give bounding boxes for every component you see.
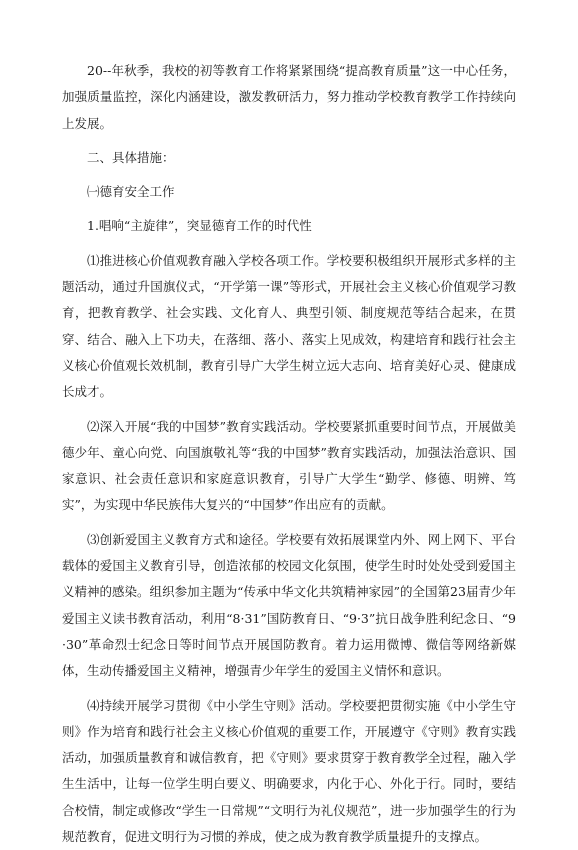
subsection-heading-moral-safety: ㈠德育安全工作	[87, 184, 175, 200]
measure-paragraph-patriotism: ⑶创新爱国主义教育方式和途径。学校要有效拓展课堂内外、网上网下、平台载体的爱国主义教育引导，创造浓郁的校园文化氛围，使学生时时处处受到爱国主义精神的感染。组织参加主题为“传承中华文化共筑精神家园”的全国第23届青少年爱国主义读书教育活动，利用“8·31”国防教育日、“9·3”抗日战争胜利纪念日、“9·30”革命烈士纪念日等时间节点开展国防教育。着力运用微博、微信等网络新媒体，生动传播爱国主义精神，增强青少年学生的爱国主义情怀和意识。	[62, 531, 516, 679]
intro-paragraph: 20--年秋季，我校的初等教育工作将紧紧围绕“提高教育质量”这一中心任务，加强质量监控，深化内涵建设，激发教研活力，努力推动学校教育教学工作持续向上发展。	[62, 63, 516, 131]
item-heading-main-theme: 1.唱响“主旋律”，突显德育工作的时代性	[87, 218, 312, 234]
measure-paragraph-core-values: ⑴推进核心价值观教育融入学校各项工作。学校要积极组织开展形式多样的主题活动，通过升国旗仪式，“开学第一课”等形式，开展社会主义核心价值观学习教育，把教育教学、社会实践、文化育人、典型引领、制度规范等结合起来，在贯穿、结合、融入上下功夫，在落细、落小、落实上见成效，构建培育和践行社会主义核心价值观长效机制，教育引导广大学生树立远大志向、培育美好心灵、健康成长成才。	[62, 252, 516, 400]
section-heading-measures: 二、具体措施：	[87, 149, 175, 165]
measure-paragraph-student-code: ⑷持续开展学习贯彻《中小学生守则》活动。学校要把贯彻实施《中小学生守则》作为培育和践行社会主义核心价值观的重要工作，开展遵守《守则》教育实践活动，加强质量教育和诚信教育，把《守则》要求贯穿于教育教学全过程，融入学生生活中，让每一位学生明白要义、明确要求，内化于心、外化于行。同时，要结合校情，制定或修改“学生一日常规”“文明行为礼仪规范”，进一步加强学生的行为规范教育，促进文明行为习惯的养成，使之成为教育教学质量提升的支撑点。	[62, 697, 516, 845]
measure-paragraph-china-dream: ⑵深入开展“我的中国梦”教育实践活动。学校要紧抓重要时间节点，开展做美德少年、童心向党、向国旗敬礼等“我的中国梦”教育实践活动，加强法治意识、国家意识、社会责任意识和家庭意识教育，引导广大学生“勤学、修德、明辨、笃实”，为实现中华民族伟大复兴的“中国梦”作出应有的贡献。	[62, 418, 516, 513]
